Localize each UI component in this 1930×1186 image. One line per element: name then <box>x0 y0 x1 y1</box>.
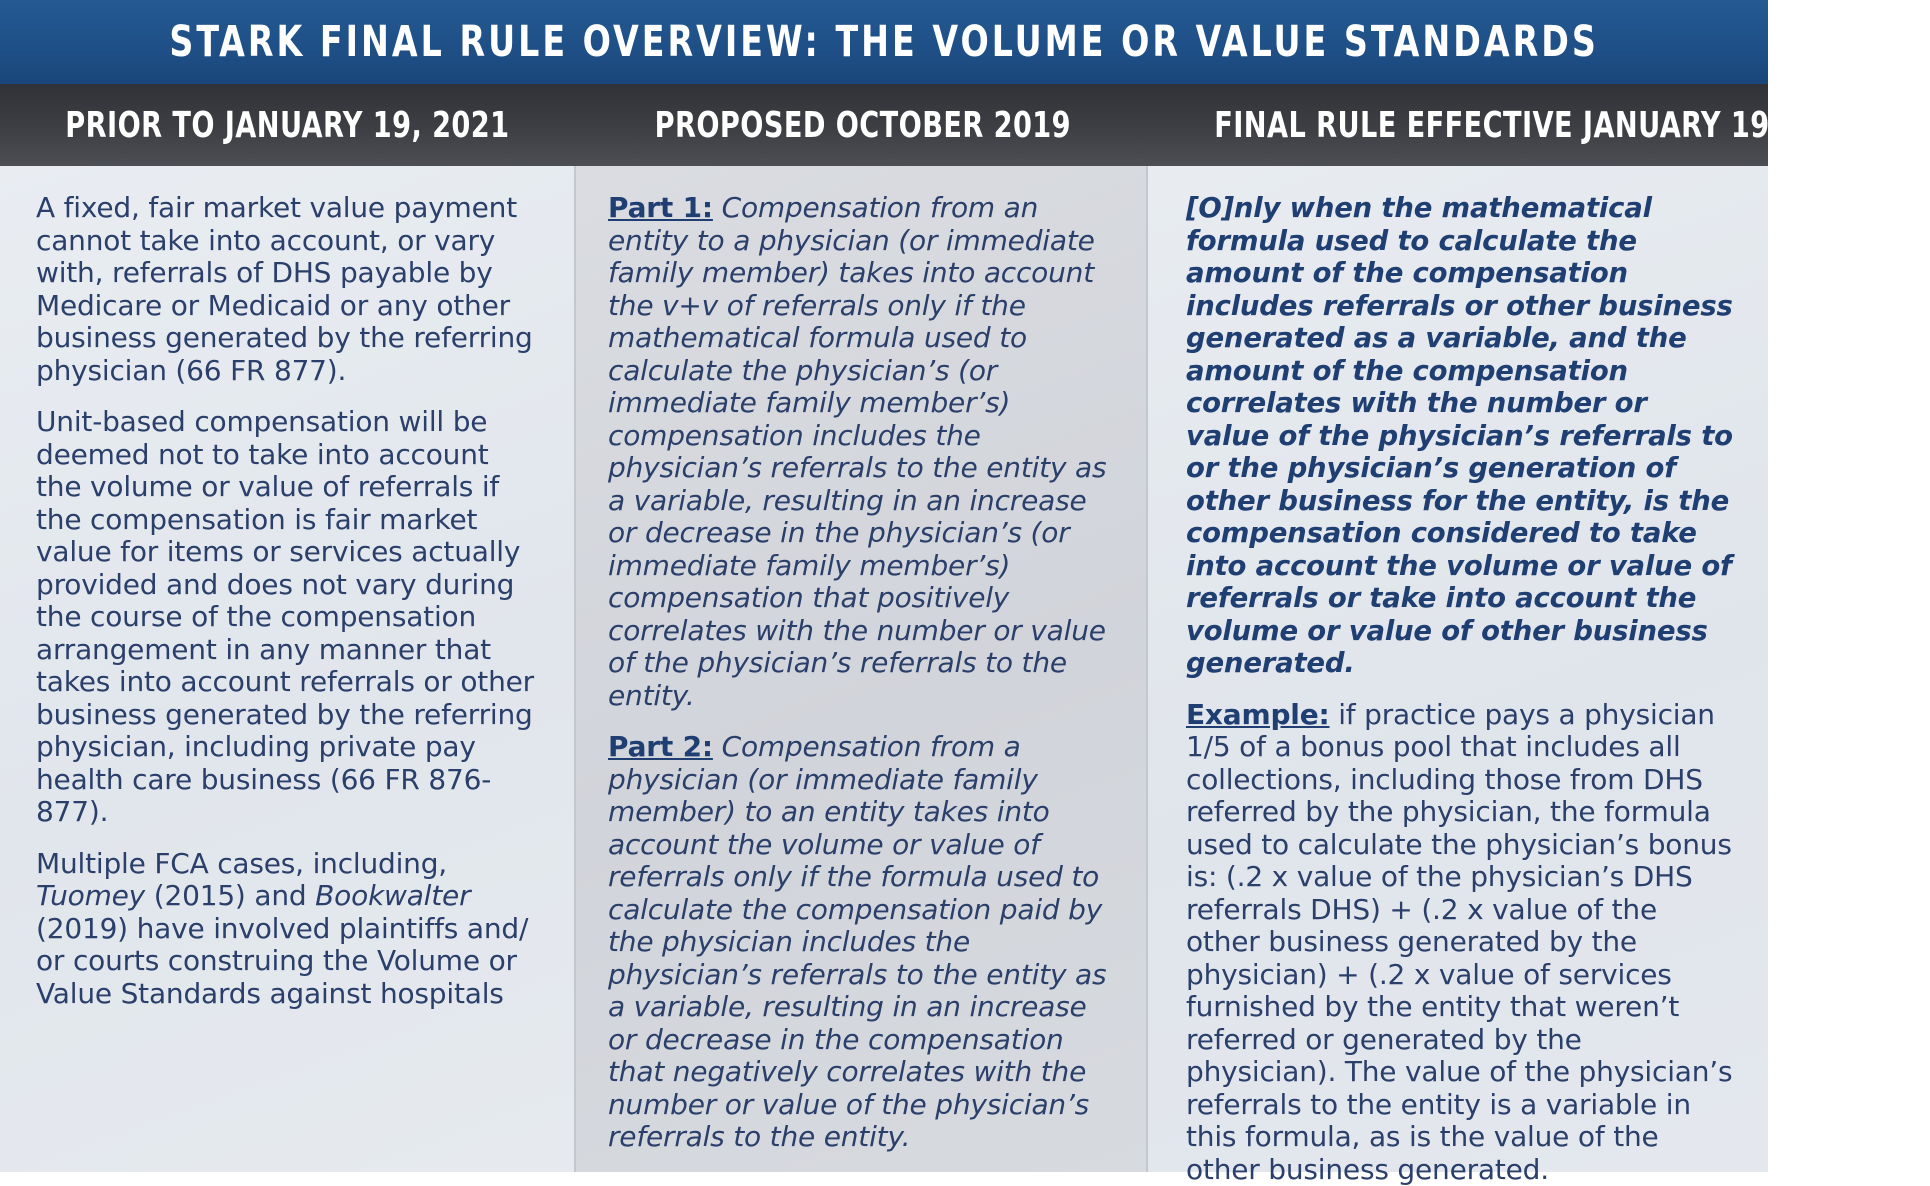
column-prior <box>0 166 574 1172</box>
final-rule-text: [O]nly when the mathematical formula used to calculate the amount of the compensation includes referrals or other business generated as a variable, and the amount of the compensation correlates with the number or value of the physician’s referrals to or the physician’s generation of other business for the entity, is the compensation considered to take into account the volume or value of referrals or take into account the volume or value of other business generated. <box>1186 192 1734 680</box>
column-header-final <box>1152 84 1930 166</box>
part-1-text: Compensation from an entity to a physician (or immediate family member) takes into account the v+v of referrals only if the mathematical formula used to calculate the physician’s (or immediate family member’s) compensation includes the physician’s referrals to the entity as a variable, resulting in an increase or decrease in the physician’s (or immediate family member’s) compensation that positively correlates with the number or value of the physician’s referrals to the entity. <box>608 191 1106 712</box>
case-name-bookwalter: Bookwalter <box>315 879 470 912</box>
column-final <box>1148 166 1768 1172</box>
column-proposed <box>574 166 1148 1172</box>
column-heading-proposed: PROPOSED OCTOBER 2019 <box>655 105 1071 146</box>
prior-paragraph-2: Unit-based compensation will be deemed not to take into account the volume or value of referrals if the compensation is fair market value for items or services actually provided and does not vary during the course of the compensation arrangement in any manner that takes into account referrals or other business generated by the referring physician, including private pay health care business (66 FR 876-877). <box>36 406 540 829</box>
part-2-label: Part 2: <box>608 730 713 763</box>
part-2-text: Compensation from a physician (or immediate family member) to an entity takes into account the volume or value of referrals only if the formula used to calculate the compensation paid by the physician includes the physician’s referrals to the entity as a variable, resulting in an increase or decrease in the compensation that negatively correlates with the number or value of the physician’s referrals to the entity. <box>608 730 1106 1153</box>
prior-p3-part-c: (2019) have involved plaintiffs and/ or courts construing the Volume or Value Standards against hospitals <box>36 912 528 1010</box>
page-title: STARK FINAL RULE OVERVIEW: THE VOLUME OR VALUE STANDARDS <box>169 17 1599 67</box>
prior-paragraph-3 <box>36 848 540 1011</box>
prior-p3-part-b: (2015) and <box>154 879 307 912</box>
column-header-bar <box>0 84 1768 166</box>
column-heading-prior: PRIOR TO JANUARY 19, 2021 <box>65 105 509 146</box>
proposed-part-2 <box>608 731 1116 1154</box>
title-bar <box>0 0 1768 84</box>
final-example <box>1186 699 1734 1186</box>
prior-paragraph-1: A fixed, fair market value payment cannot take into account, or vary with, referrals of DHS payable by Medicare or Medicaid or any other business generated by the referring physician (66 FR 877). <box>36 192 540 387</box>
column-header-proposed <box>574 84 1152 166</box>
example-label: Example: <box>1186 698 1330 731</box>
prior-p3-part-a: Multiple FCA cases, including, <box>36 847 447 880</box>
column-heading-final: FINAL RULE EFFECTIVE JANUARY 19, 2021 <box>1214 105 1867 146</box>
proposed-part-1 <box>608 192 1116 712</box>
column-header-prior <box>0 84 574 166</box>
case-name-tuomey: Tuomey <box>36 879 145 912</box>
example-text: if practice pays a physician 1/5 of a bonus pool that includes all collections, including those from DHS referred by the physician, the formula used to calculate the physician’s bonus is: (.2 x value of the physician’s DHS referrals DHS) + (.2 x value of the other business generated by the physician) + (.2 x value of services furnished by the entity that weren’t referred or generated by the physician). The value of the physician’s referrals to the entity is a variable in this formula, as is the value of the other business generated. <box>1186 698 1732 1186</box>
comparison-body <box>0 166 1768 1172</box>
part-1-label: Part 1: <box>608 191 713 224</box>
